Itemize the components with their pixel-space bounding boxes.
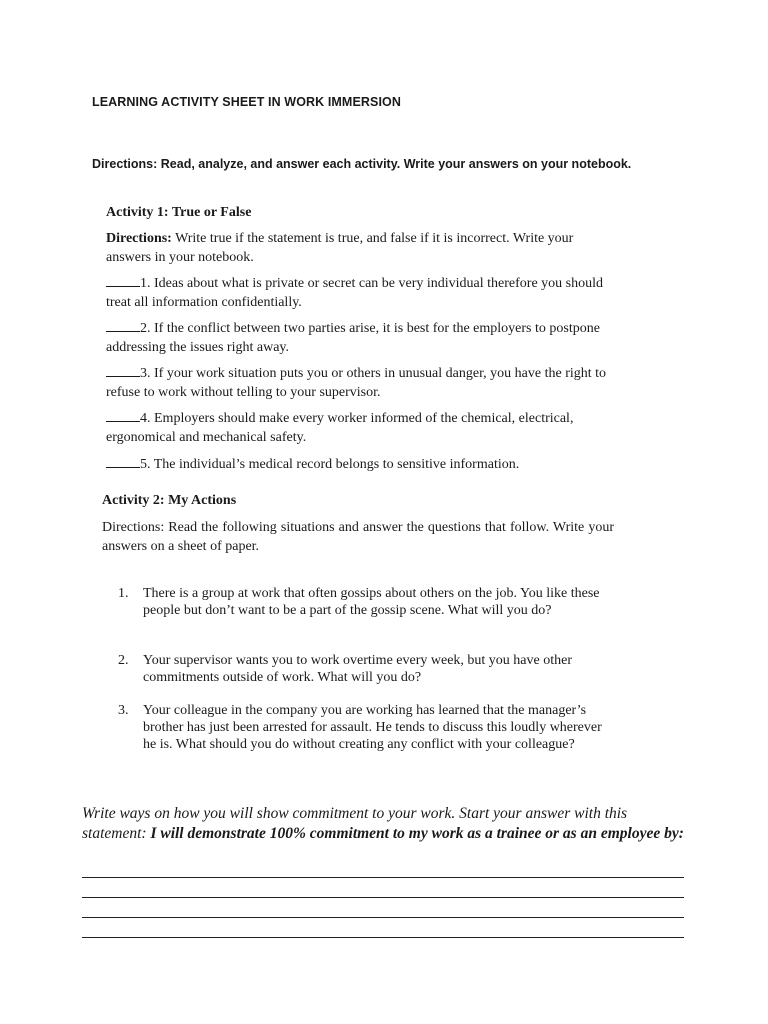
situation-item-1 [118,585,618,619]
true-false-item-3 [106,364,618,402]
activity1-directions-label: Directions: [106,231,172,246]
true-false-item-text: 1. Ideas about what is private or secret can be very individual therefore you should treat all information confidentially. [106,276,604,310]
true-false-item-5 [106,455,618,474]
situation-item-2 [118,652,618,686]
true-false-item-text: 2. If the conflict between two parties arise, it is best for the employers to postpone addressing the issues right away. [106,321,600,355]
main-directions: Directions: Read, analyze, and answer each activity. Write your answers on your notebook. [92,157,632,171]
situation-text: Your supervisor wants you to work overtime every week, but you have other commitments outside of work. What will you do? [143,653,572,685]
true-false-item-4 [106,409,618,447]
activity1-heading: Activity 1: True or False [106,205,252,220]
answer-blank [106,364,140,377]
situation-text: Your colleague in the company you are working has learned that the manager’s brother has just been arrested for assault. He tends to discuss this loudly wherever he is. What should you do without creating any conflict with your colleague? [143,703,602,752]
answer-line[interactable] [82,897,684,898]
commitment-prompt-text: Write ways on how you will show commitment to your work. Start your answer with this statement: [82,805,628,842]
true-false-item-1 [106,274,618,312]
situation-item-3 [118,702,618,753]
page-title: LEARNING ACTIVITY SHEET IN WORK IMMERSION [92,95,401,109]
answer-blank [106,409,140,422]
answer-line[interactable] [82,917,684,918]
situation-number: 1. [118,586,129,601]
answer-blank [106,274,140,287]
commitment-statement: I will demonstrate 100% commitment to my work as a trainee or as an employee by: [150,825,684,842]
commitment-prompt [82,804,692,844]
true-false-item-text: 4. Employers should make every worker informed of the chemical, electrical, ergonomical and mechanical safety. [106,411,574,445]
activity1-directions-text: Write true if the statement is true, and false if it is incorrect. Write your answers in your notebook. [106,231,574,265]
true-false-item-text: 5. The individual’s medical record belongs to sensitive information. [140,457,520,472]
activity2-directions: Directions: Read the following situations and answer the questions that follow. Write your answers on a sheet of paper. [102,520,614,554]
true-false-item-2 [106,319,618,357]
answer-blank [106,319,140,332]
answer-line[interactable] [82,937,684,938]
answer-line[interactable] [82,877,684,878]
situation-number: 2. [118,653,129,668]
activity2-heading: Activity 2: My Actions [102,493,237,508]
situation-text: There is a group at work that often gossips about others on the job. You like these people but don’t want to be a part of the gossip scene. What will you do? [143,586,600,618]
true-false-item-text: 3. If your work situation puts you or others in unusual danger, you have the right to refuse to work without telling to your supervisor. [106,366,607,400]
activity1-directions [106,229,618,267]
situation-number: 3. [118,703,129,718]
answer-blank [106,455,140,468]
